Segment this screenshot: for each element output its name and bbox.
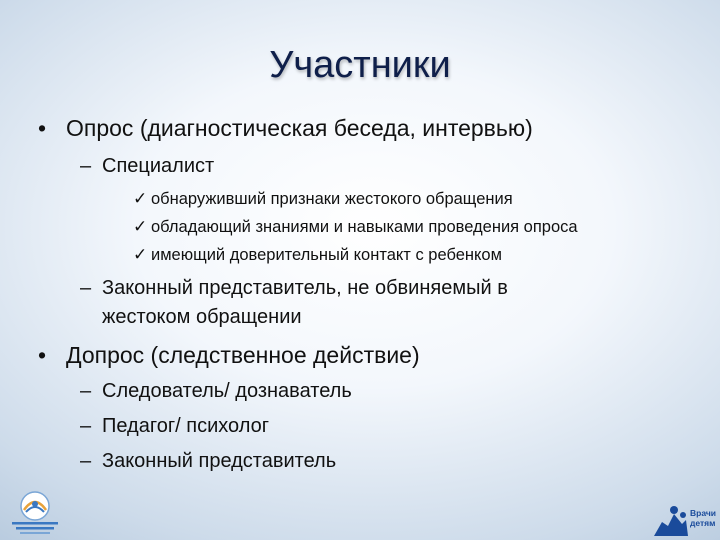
check-item: [133, 217, 578, 237]
check-item: [133, 245, 502, 265]
dash-marker: –: [80, 450, 92, 472]
check-icon: ✓: [133, 245, 148, 264]
bullet-marker: •: [38, 342, 47, 368]
sub-item: [80, 450, 336, 473]
dash-marker: –: [80, 415, 92, 437]
dash-marker: –: [80, 380, 92, 402]
sub-item-text: Следователь/ дознаватель: [102, 380, 352, 402]
bullet-dopros: [38, 342, 420, 369]
sub-item-text: Законный представитель, не обвиняемый в: [102, 277, 508, 299]
slide-title: Участники: [269, 44, 451, 86]
check-item-text: обладающий знаниями и навыками проведения опроса: [151, 218, 578, 236]
bullet-marker: •: [38, 115, 47, 141]
check-icon: ✓: [133, 217, 148, 236]
sub-item-legal-rep-cont: жестоком обращении: [102, 306, 302, 328]
sub-item-text: Педагог/ психолог: [102, 415, 270, 437]
logo-right-line2: детям: [690, 518, 716, 528]
sub-item-legal-rep: [80, 277, 508, 300]
bullet-opros: [38, 115, 533, 142]
check-item-text: обнаруживший признаки жестокого обращения: [151, 190, 513, 208]
sub-item-specialist: [80, 155, 214, 178]
dash-marker: –: [80, 277, 92, 299]
organization-logo: [6, 488, 64, 536]
sub-item-text: Законный представитель: [102, 450, 337, 472]
check-icon: ✓: [133, 189, 148, 208]
logo-right-line1: Врачи: [690, 508, 717, 518]
check-item: [133, 189, 513, 209]
bullet-text: Опрос (диагностическая беседа, интервью): [66, 115, 533, 141]
check-item-text: имеющий доверительный контакт с ребенком: [151, 246, 502, 264]
bullet-text: Допрос (следственное действие): [66, 342, 420, 368]
sub-item: [80, 380, 352, 403]
dash-marker: –: [80, 155, 92, 177]
sub-item: [80, 415, 269, 438]
sub-item-text: Специалист: [102, 155, 215, 177]
